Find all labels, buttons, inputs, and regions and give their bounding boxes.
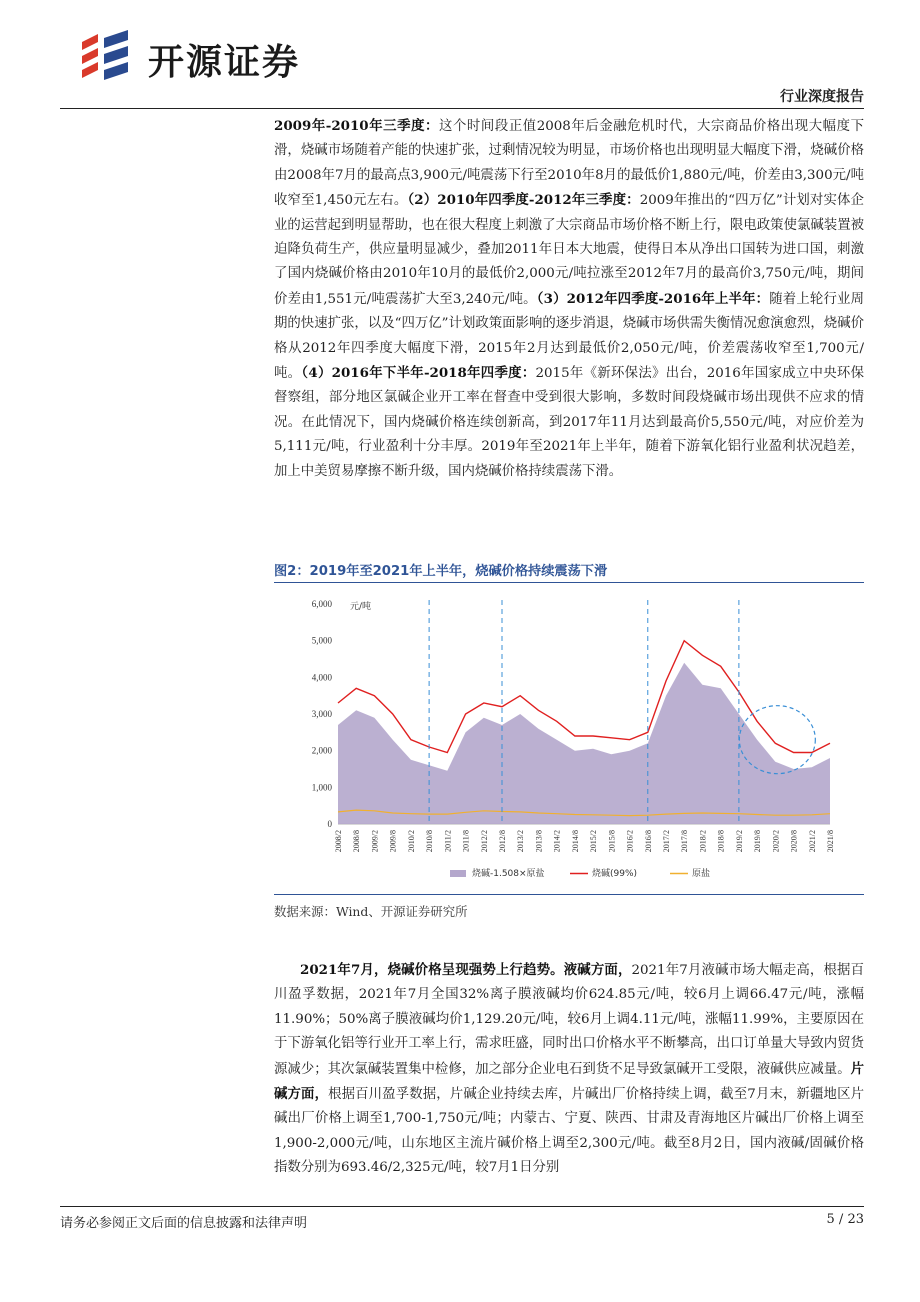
y-tick-label: 4,000: [311, 672, 332, 683]
legend-label: 烧碱(99%): [592, 869, 638, 879]
legend-label: 原盐: [692, 869, 711, 879]
x-tick-label: 2019/8: [753, 830, 763, 853]
x-tick-label: 2015/8: [607, 830, 617, 853]
y-tick-label: 0: [327, 819, 332, 829]
paragraph-history: [274, 114, 864, 484]
period-text: 2015年《新环保法》出台，2016年国家成立中央环保督察组，部分地区氯碱企业开工率在督查中受到很大影响，多数时间段烧碱市场出现供不应求的情况。在此情况下，国内烧碱价格连续创新高，到2017年11月达到最高价5,550元/吨，对应价差为5,111元/吨，行业盈利十分丰厚。2019年至2021年上半年，随着下游氧化铝行业盈利状况趋差，加上中美贸易摩擦不断升级，国内烧碱价格持续震荡下滑。: [274, 366, 864, 479]
figure-top-rule: [274, 582, 864, 583]
period-heading: （4）2016年下半年-2018年四季度：: [301, 365, 536, 382]
x-tick-label: 2011/8: [461, 830, 471, 852]
figure-bottom-rule: [274, 894, 864, 895]
x-tick-label: 2009/2: [370, 830, 380, 853]
section-heading: 2021年7月，烧碱价格呈现强势上行趋势。液碱方面，: [300, 962, 632, 978]
period-text: 这个时间段正值2008年后金融危机时代，大宗商品价格出现大幅度下滑，烧碱市场随着产能的快速扩张，过剩情况较为明显，市场价格也出现明显大幅度下滑，烧碱价格由2008年7月的最高点3,900元/吨震荡下行至2010年8月的最低价1,880元/吨，价差由3,300元/吨收窄至1,450元左右。: [274, 119, 864, 209]
figure-source: 数据来源：Wind、开源证券研究所: [274, 904, 468, 919]
x-tick-label: 2017/8: [680, 830, 690, 853]
footer-divider: [60, 1206, 864, 1207]
period-heading: （3）2012年四季度-2016年上半年：: [536, 290, 770, 307]
x-tick-label: 2018/2: [698, 830, 708, 853]
x-tick-label: 2017/2: [662, 830, 671, 853]
period-text: 2009年推出的“四万亿”计划对实体企业的运营起到明显帮助，也在很大程度上刺激了大宗商品市场价格不断上行，限电政策使氯碱装置被迫降负荷生产，供应量明显减少，叠加2011年日本大地震，使得日本从净出口国转为进口国，刺激了国内烧碱价格由2010年10月的最低价2,000元/吨拉涨至2012年7月的最高价3,750元/吨，期间价差由1,551元/吨震荡扩大至3,240元/吨。: [274, 193, 864, 307]
x-tick-label: 2021/8: [826, 830, 835, 853]
x-tick-label: 2009/8: [388, 830, 398, 853]
y-tick-label: 3,000: [311, 709, 332, 719]
figure-title: 图2：2019年至2021年上半年，烧碱价格持续震荡下滑: [274, 564, 608, 579]
x-tick-label: 2012/8: [498, 830, 507, 853]
period-heading: 2009年-2010年三季度：: [274, 118, 440, 134]
section-heading: 片碱方面，: [274, 1060, 864, 1103]
x-tick-label: 2019/2: [734, 830, 744, 853]
x-tick-label: 2021/2: [807, 830, 817, 853]
report-type: 行业深度报告: [780, 89, 864, 105]
legend-label: 烧碱-1.508×原盐: [472, 869, 545, 879]
period-text: 随着上轮行业周期的快速扩张，以及“四万亿”计划政策面影响的逐步消退，烧碱市场供需失衡情况愈演愈烈，烧碱价格从2012年四季度大幅度下滑，2015年2月达到最低价2,050元/吨，价差震荡收窄至1,700元/吨。: [274, 291, 865, 382]
y-tick-label: 6,000: [311, 599, 332, 609]
y-tick-label: 5,000: [311, 635, 332, 646]
price-chart: [290, 588, 850, 888]
header-divider: [60, 108, 864, 109]
x-tick-label: 2013/2: [516, 830, 526, 853]
section-text: 2021年7月液碱市场大幅走高，根据百川盈孚数据，2021年7月全国32%离子膜液碱均价624.85元/吨，较6月上调66.47元/吨，涨幅11.90%；50%离子膜液碱均价1,129.20元/吨，较6月上调4.11元/吨，涨幅11.99%，主要原因在于下游氧化铝等行业开工率上行，需求旺盛，同时出口价格水平不断攀高，出口订单量大导致内贸货源减少；其次氯碱装置集中检修，加之部分企业电石到货不足导致氯碱开工受限，液碱供应减量。: [274, 963, 864, 1077]
x-tick-label: 2020/2: [771, 830, 781, 853]
period-heading: （2）2010年四季度-2012年三季度：: [407, 192, 640, 209]
footer-disclaimer: 请务必参阅正文后面的信息披露和法律声明: [60, 1216, 308, 1231]
x-tick-label: 2010/8: [425, 830, 435, 853]
x-tick-label: 2008/8: [352, 830, 362, 853]
brand-name: 开源证券: [148, 42, 301, 83]
x-tick-label: 2016/2: [625, 830, 635, 853]
y-tick-label: 1,000: [311, 782, 332, 793]
x-tick-label: 2015/2: [589, 830, 599, 853]
x-tick-label: 2020/8: [789, 830, 799, 853]
line-series-caustic-soda: [338, 641, 830, 753]
legend-swatch: [450, 870, 466, 877]
x-tick-label: 2012/2: [479, 830, 489, 853]
area-series-spread: [338, 663, 830, 824]
x-tick-label: 2011/2: [443, 830, 453, 852]
x-tick-label: 2008/2: [334, 830, 343, 853]
x-tick-label: 2016/8: [643, 830, 653, 853]
x-tick-label: 2010/2: [406, 830, 416, 853]
section-text: 根据百川盈孚数据，片碱企业持续去库，片碱出厂价格持续上调，截至7月末，新疆地区片碱出厂价格上调至1,700-1,750元/吨；内蒙古、宁夏、陕西、甘肃及青海地区片碱出厂价格上调至1,900-2,000元/吨，山东地区主流片碱价格上调至2,300元/吨。截至8月2日，国内液碱/固碱价格指数分别为693.46/2,325元/吨，较7月1日分别: [274, 1087, 864, 1176]
x-tick-label: 2013/8: [534, 830, 544, 853]
paragraph-july: [274, 958, 864, 1181]
y-tick-label: 2,000: [311, 745, 332, 756]
page-number: 5 / 23: [826, 1212, 864, 1227]
x-tick-label: 2014/2: [552, 830, 562, 853]
x-tick-label: 2014/8: [570, 830, 580, 853]
y-axis-label: 元/吨: [350, 602, 372, 612]
x-tick-label: 2018/8: [716, 830, 726, 853]
